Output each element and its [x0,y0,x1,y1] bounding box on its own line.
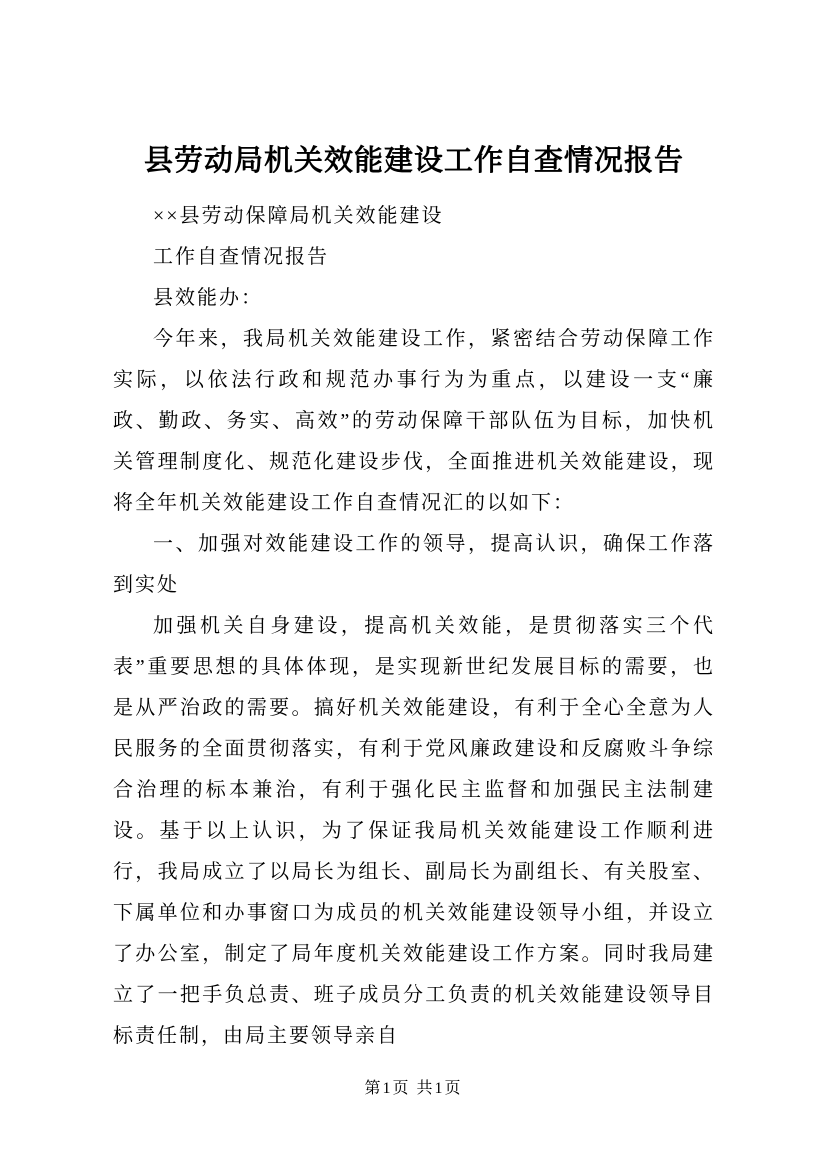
paragraph-heading-1: 一、加强对效能建设工作的领导，提高认识，确保工作落到实处 [113,533,715,596]
paragraph-body-1: 今年来，我局机关效能建设工作，紧密结合劳动保障工作实际，以依法行政和规范办事行为为重点，以建设一支“廉政、勤政、务实、高效”的劳动保障干部队伍为目标，加快机关管理制度化、规范化建设步伐，全面推进机关效能建设，现将全年机关效能建设工作自查情况汇的以如下： [113,328,715,514]
paragraph-body-2: 加强机关自身建设，提高机关效能，是贯彻落实三个代表”重要思想的具体体现，是实现新世纪发展目标的需要，也是从严治政的需要。搞好机关效能建设，有利于全心全意为人民服务的全面贯彻落实，有利于党风廉政建设和反腐败斗争综合治理的标本兼治，有利于强化民主监督和加强民主法制建设。基于以上认识，为了保证我局机关效能建设工作顺利进行，我局成立了以局长为组长、副局长为副组长、有关股室、下属单位和办事窗口为成员的机关效能建设领导小组，并设立了办公室，制定了局年度机关效能建设工作方案。同时我局建立了一把手负总责、班子成员分工负责的机关效能建设领导目标责任制，由局主要领导亲自 [113,615,715,1047]
paragraph-salutation: 县效能办： [153,287,263,309]
paragraph-subtitle-line2: 工作自查情况报告 [153,246,329,268]
paragraph-subtitle-line1: ××县劳动保障局机关效能建设 [153,205,444,227]
page-footer: 第1页 共1页 [364,1080,463,1097]
document-title: 县劳动局机关效能建设工作自查情况报告 [143,143,684,177]
